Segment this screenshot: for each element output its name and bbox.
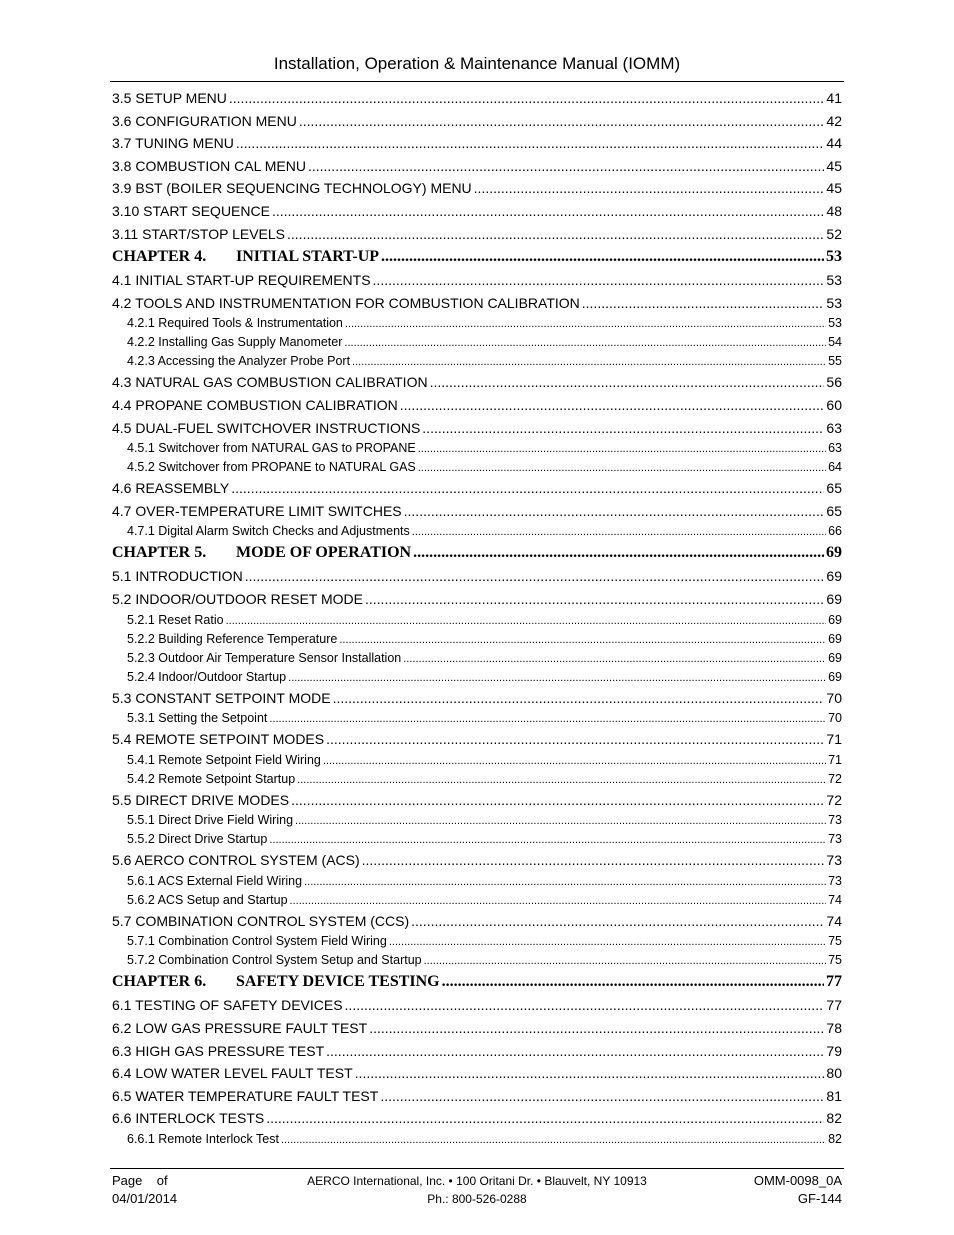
toc-section-entry[interactable] xyxy=(112,849,842,872)
toc-entry-label: 4.3 NATURAL GAS COMBUSTION CALIBRATION xyxy=(112,374,428,391)
dot-leader xyxy=(369,1017,824,1040)
dot-leader xyxy=(362,849,825,872)
toc-section-entry[interactable] xyxy=(112,1017,842,1040)
toc-entry-label: 5.2.2 Building Reference Temperature xyxy=(127,631,338,646)
toc-page-number: 80 xyxy=(826,1065,842,1082)
toc-entry-label: 5.4.1 Remote Setpoint Field Wiring xyxy=(127,752,321,767)
page-header-title: Installation, Operation & Maintenance Manual (IOMM) xyxy=(273,54,681,73)
chapter-title: SAFETY DEVICE TESTING xyxy=(236,973,440,991)
chapter-number: CHAPTER 4. xyxy=(112,248,207,266)
toc-entry-label: 6.2 LOW GAS PRESSURE FAULT TEST xyxy=(112,1020,368,1037)
toc-page-number: 53 xyxy=(826,272,842,289)
toc-page-number: 70 xyxy=(826,689,842,706)
toc-page-number: 64 xyxy=(828,460,842,475)
toc-entry-label xyxy=(112,245,379,269)
toc-page-number: 73 xyxy=(828,813,842,828)
toc-entry-label xyxy=(112,541,411,565)
toc-subsection-entry[interactable] xyxy=(112,314,842,333)
toc-section-entry[interactable] xyxy=(112,371,842,394)
toc-subsection-entry[interactable] xyxy=(112,770,842,789)
dot-leader xyxy=(304,873,826,892)
toc-page-number: 56 xyxy=(826,374,842,391)
toc-entry-label: 3.9 BST (BOILER SEQUENCING TECHNOLOGY) MENU xyxy=(112,180,472,197)
toc-page-number: 45 xyxy=(826,180,842,197)
toc-section-entry[interactable] xyxy=(112,292,842,315)
toc-entry-label: 5.7 COMBINATION CONTROL SYSTEM (CCS) xyxy=(112,912,410,929)
toc-entry-label: 6.6 INTERLOCK TESTS xyxy=(112,1110,265,1127)
toc-page-number: 69 xyxy=(828,669,842,684)
toc-subsection-entry[interactable] xyxy=(112,649,842,668)
toc-section-entry[interactable] xyxy=(112,994,842,1017)
toc-page-number: 69 xyxy=(828,650,842,665)
toc-page-number: 79 xyxy=(826,1042,842,1059)
dot-leader xyxy=(389,933,826,952)
toc-page-number: 75 xyxy=(828,953,842,968)
dot-leader xyxy=(365,588,824,611)
toc-entry-label: 3.7 TUNING MENU xyxy=(112,135,234,152)
dot-leader xyxy=(288,669,826,688)
footer-date: 04/01/2014 xyxy=(112,1191,178,1206)
toc-section-entry[interactable] xyxy=(112,728,842,751)
toc-page-number: 69 xyxy=(826,568,842,585)
company-address: AERCO International, Inc. • 100 Oritani Dr. • Blauvelt, NY 10913 xyxy=(307,1174,647,1188)
dot-leader xyxy=(266,1107,824,1130)
toc-section-entry[interactable] xyxy=(112,87,842,110)
toc-entry-label: 5.6.1 ACS External Field Wiring xyxy=(127,873,303,888)
toc-entry-label: 4.6 REASSEMBLY xyxy=(112,480,230,497)
toc-entry-label: 6.4 LOW WATER LEVEL FAULT TEST xyxy=(112,1065,353,1082)
toc-subsection-entry[interactable] xyxy=(112,872,842,891)
toc-section-entry[interactable] xyxy=(112,200,842,223)
document-number: OMM-0098_0A xyxy=(753,1173,842,1188)
toc-page-number: 69 xyxy=(826,544,842,562)
toc-section-entry[interactable] xyxy=(112,1040,842,1063)
toc-subsection-entry[interactable] xyxy=(112,1130,842,1149)
toc-page-number: 72 xyxy=(826,791,842,808)
toc-page-number: 74 xyxy=(826,912,842,929)
toc-section-entry[interactable] xyxy=(112,1085,842,1108)
footer-right xyxy=(754,1172,842,1208)
dot-leader xyxy=(297,771,826,790)
toc-page-number: 65 xyxy=(826,502,842,519)
dot-leader xyxy=(442,970,824,994)
toc-subsection-entry[interactable] xyxy=(112,668,842,687)
dot-leader xyxy=(412,523,826,542)
dot-leader xyxy=(424,952,826,971)
toc-page-number: 73 xyxy=(828,832,842,847)
toc-entry-label: 4.2.3 Accessing the Analyzer Probe Port xyxy=(127,354,351,369)
dot-leader xyxy=(404,500,825,523)
toc-section-entry[interactable] xyxy=(112,789,842,812)
toc-entry-label: 3.10 START SEQUENCE xyxy=(112,202,270,219)
toc-section-entry[interactable] xyxy=(112,223,842,246)
toc-page-number: 73 xyxy=(828,873,842,888)
toc-section-entry[interactable] xyxy=(112,269,842,292)
toc-section-entry[interactable] xyxy=(112,1107,842,1130)
toc-page-number: 42 xyxy=(826,112,842,129)
toc-section-entry[interactable] xyxy=(112,417,842,440)
toc-entry-label: 3.5 SETUP MENU xyxy=(112,90,227,106)
toc-section-entry[interactable] xyxy=(112,155,842,178)
dot-leader xyxy=(582,292,825,315)
toc-entry-label: 5.3 CONSTANT SETPOINT MODE xyxy=(112,689,331,706)
chapter-title: MODE OF OPERATION xyxy=(236,544,412,562)
toc-subsection-entry[interactable] xyxy=(112,630,842,649)
toc-page-number: 69 xyxy=(828,631,842,646)
dot-leader xyxy=(229,87,825,110)
toc-entry-label: 5.1 INTRODUCTION xyxy=(112,568,243,585)
table-of-contents xyxy=(112,87,842,1149)
dot-leader xyxy=(323,752,826,771)
dot-leader xyxy=(373,269,825,292)
dot-leader xyxy=(281,1131,826,1150)
toc-entry-label: 5.2.1 Reset Ratio xyxy=(127,612,224,627)
toc-page-number: 53 xyxy=(826,248,842,266)
toc-page-number: 81 xyxy=(826,1087,842,1104)
toc-entry-label: 5.5 DIRECT DRIVE MODES xyxy=(112,791,290,808)
toc-page-number: 71 xyxy=(828,752,842,767)
footer-center xyxy=(112,1172,842,1208)
dot-leader xyxy=(400,394,825,417)
toc-entry-label: 5.7.2 Combination Control System Setup and Startup xyxy=(127,953,422,968)
toc-entry-label: 3.6 CONFIGURATION MENU xyxy=(112,112,297,129)
dot-leader xyxy=(418,459,826,478)
chapter-number: CHAPTER 6. xyxy=(112,973,207,991)
form-number: GF-144 xyxy=(797,1191,842,1206)
toc-page-number: 82 xyxy=(828,1132,842,1147)
dot-leader xyxy=(411,910,824,933)
toc-page-number: 74 xyxy=(828,892,842,907)
toc-entry-label: 4.7 OVER-TEMPERATURE LIMIT SWITCHES xyxy=(112,502,402,519)
toc-entry-label: 4.5.1 Switchover from NATURAL GAS to PROPANE xyxy=(127,441,416,456)
toc-page-number: 48 xyxy=(826,202,842,219)
dot-leader xyxy=(380,1085,824,1108)
toc-entry-label: 5.4 REMOTE SETPOINT MODES xyxy=(112,731,325,748)
toc-entry-label: 5.5.2 Direct Drive Startup xyxy=(127,832,268,847)
dot-leader xyxy=(344,334,826,353)
dot-leader xyxy=(299,110,825,133)
toc-page-number: 69 xyxy=(828,612,842,627)
dot-leader xyxy=(326,1040,824,1063)
dot-leader xyxy=(290,892,827,911)
toc-section-entry[interactable] xyxy=(112,394,842,417)
toc-section-entry[interactable] xyxy=(112,910,842,933)
toc-section-entry[interactable] xyxy=(112,132,842,155)
toc-page-number: 77 xyxy=(826,997,842,1014)
dot-leader xyxy=(269,710,826,729)
dot-leader xyxy=(339,631,826,650)
dot-leader xyxy=(345,994,825,1017)
dot-leader xyxy=(413,541,824,565)
toc-subsection-entry[interactable] xyxy=(112,891,842,910)
toc-page-number: 65 xyxy=(826,480,842,497)
toc-entry-label: 5.6.2 ACS Setup and Startup xyxy=(127,892,288,907)
dot-leader xyxy=(403,650,826,669)
toc-page-number: 44 xyxy=(826,135,842,152)
toc-entry-label: 6.6.1 Remote Interlock Test xyxy=(127,1132,279,1147)
toc-page-number: 66 xyxy=(828,524,842,539)
toc-subsection-entry[interactable] xyxy=(112,830,842,849)
dot-leader xyxy=(352,353,826,372)
toc-page-number: 60 xyxy=(826,396,842,413)
toc-entry-label: 4.5 DUAL-FUEL SWITCHOVER INSTRUCTIONS xyxy=(112,419,421,436)
dot-leader xyxy=(245,565,825,588)
toc-subsection-entry[interactable] xyxy=(112,951,842,970)
dot-leader xyxy=(474,177,825,200)
toc-page-number: 69 xyxy=(826,590,842,607)
toc-section-entry[interactable] xyxy=(112,1062,842,1085)
toc-page-number: 53 xyxy=(826,294,842,311)
toc-page-number: 70 xyxy=(828,711,842,726)
dot-leader xyxy=(381,245,824,269)
toc-subsection-entry[interactable] xyxy=(112,811,842,830)
toc-entry-label: 5.3.1 Setting the Setpoint xyxy=(127,711,268,726)
toc-page-number: 77 xyxy=(826,973,842,991)
page-footer xyxy=(112,1172,842,1212)
toc-subsection-entry[interactable] xyxy=(112,932,842,951)
dot-leader xyxy=(333,687,825,710)
dot-leader xyxy=(226,612,827,631)
toc-section-entry[interactable] xyxy=(112,177,842,200)
toc-page-number: 54 xyxy=(828,335,842,350)
toc-section-entry[interactable] xyxy=(112,477,842,500)
toc-subsection-entry[interactable] xyxy=(112,458,842,477)
toc-page-number: 75 xyxy=(828,934,842,949)
toc-entry-label: 5.4.2 Remote Setpoint Startup xyxy=(127,771,296,786)
toc-entry-label: 5.6 AERCO CONTROL SYSTEM (ACS) xyxy=(112,852,360,869)
toc-page-number: 63 xyxy=(828,441,842,456)
toc-section-entry[interactable] xyxy=(112,565,842,588)
toc-section-entry[interactable] xyxy=(112,110,842,133)
toc-entry-label: 4.1 INITIAL START-UP REQUIREMENTS xyxy=(112,272,371,289)
toc-page-number: 78 xyxy=(826,1020,842,1037)
company-phone: Ph.: 800-526-0288 xyxy=(427,1192,527,1206)
toc-page-number: 71 xyxy=(826,731,842,748)
dot-leader xyxy=(291,789,824,812)
toc-subsection-entry[interactable] xyxy=(112,611,842,630)
toc-page-number: 52 xyxy=(826,225,842,242)
toc-subsection-entry[interactable] xyxy=(112,352,842,371)
toc-section-entry[interactable] xyxy=(112,687,842,710)
toc-page-number: 82 xyxy=(826,1110,842,1127)
toc-subsection-entry[interactable] xyxy=(112,333,842,352)
dot-leader xyxy=(236,132,825,155)
toc-entry-label: 4.2 TOOLS AND INSTRUMENTATION FOR COMBUSTION CALIBRATION xyxy=(112,294,580,311)
toc-subsection-entry[interactable] xyxy=(112,439,842,458)
toc-entry-label: 4.2.2 Installing Gas Supply Manometer xyxy=(127,335,343,350)
toc-entry-label: 5.2 INDOOR/OUTDOOR RESET MODE xyxy=(112,590,363,607)
toc-page-number: 55 xyxy=(828,354,842,369)
toc-section-entry[interactable] xyxy=(112,500,842,523)
page-number-label: Page of xyxy=(112,1173,168,1188)
dot-leader xyxy=(345,315,826,334)
dot-leader xyxy=(272,200,824,223)
toc-chapter-entry[interactable] xyxy=(112,245,842,269)
toc-entry-label: 4.5.2 Switchover from PROPANE to NATURAL GAS xyxy=(127,460,416,475)
chapter-number: CHAPTER 5. xyxy=(112,544,207,562)
dot-leader xyxy=(326,728,824,751)
toc-entry-label: 4.4 PROPANE COMBUSTION CALIBRATION xyxy=(112,396,398,413)
dot-leader xyxy=(308,155,824,178)
toc-entry-label: 6.1 TESTING OF SAFETY DEVICES xyxy=(112,997,343,1014)
toc-page-number: 41 xyxy=(826,90,842,106)
toc-chapter-entry[interactable] xyxy=(112,970,842,994)
dot-leader xyxy=(430,371,825,394)
dot-leader xyxy=(231,477,824,500)
footer-divider xyxy=(110,1168,844,1169)
dot-leader xyxy=(418,440,826,459)
toc-entry-label: 4.7.1 Digital Alarm Switch Checks and Adjustments xyxy=(127,524,410,539)
toc-entry-label: 3.11 START/STOP LEVELS xyxy=(112,225,286,242)
toc-entry-label: 5.2.4 Indoor/Outdoor Startup xyxy=(127,669,287,684)
toc-page-number: 53 xyxy=(828,316,842,331)
toc-subsection-entry[interactable] xyxy=(112,522,842,541)
toc-subsection-entry[interactable] xyxy=(112,709,842,728)
toc-subsection-entry[interactable] xyxy=(112,751,842,770)
toc-entry-label: 5.2.3 Outdoor Air Temperature Sensor Installation xyxy=(127,650,402,665)
dot-leader xyxy=(269,831,826,850)
dot-leader xyxy=(355,1062,825,1085)
toc-page-number: 72 xyxy=(828,771,842,786)
header-divider xyxy=(110,81,844,82)
toc-section-entry[interactable] xyxy=(112,588,842,611)
toc-page-number: 45 xyxy=(826,157,842,174)
dot-leader xyxy=(287,223,824,246)
toc-entry-label: 6.5 WATER TEMPERATURE FAULT TEST xyxy=(112,1087,379,1104)
toc-entry-label: 3.8 COMBUSTION CAL MENU xyxy=(112,157,306,174)
toc-page-number: 73 xyxy=(826,852,842,869)
chapter-title: INITIAL START-UP xyxy=(236,248,380,266)
toc-entry-label: 5.5.1 Direct Drive Field Wiring xyxy=(127,813,294,828)
dot-leader xyxy=(295,812,826,831)
toc-entry-label: 5.7.1 Combination Control System Field Wiring xyxy=(127,934,387,949)
toc-entry-label: 4.2.1 Required Tools & Instrumentation xyxy=(127,316,343,331)
toc-entry-label: 6.3 HIGH GAS PRESSURE TEST xyxy=(112,1042,325,1059)
dot-leader xyxy=(422,417,824,440)
toc-chapter-entry[interactable] xyxy=(112,541,842,565)
toc-page-number: 63 xyxy=(826,419,842,436)
toc-entry-label xyxy=(112,970,440,994)
